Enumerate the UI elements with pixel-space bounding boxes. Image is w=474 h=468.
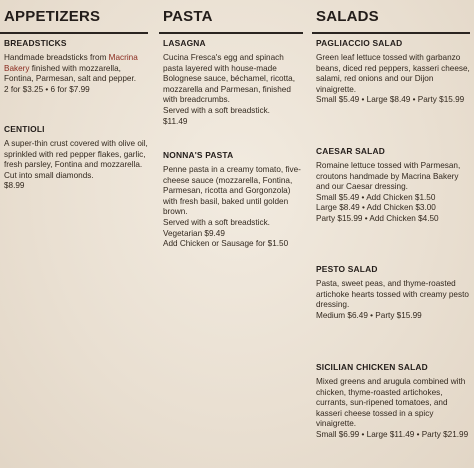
- item-name: PESTO SALAD: [316, 264, 378, 274]
- item-description: Pasta, sweet peas, and thyme-roasted artichoke hearts tossed with creamy pesto dressing.: [316, 279, 469, 310]
- item-name: SICILIAN CHICKEN SALAD: [316, 362, 428, 372]
- menu-item-pesto-salad: [312, 264, 474, 321]
- macrina-bakery-link[interactable]: Macrina Bakery: [4, 53, 138, 73]
- salads-column: [312, 0, 474, 468]
- item-price: $11.49: [163, 116, 188, 126]
- item-description: Green leaf lettuce tossed with garbanzo beans, diced red peppers, kasseri cheese, salami, red onions and our Dijon vinaigrette.: [316, 53, 470, 94]
- item-serving-note: Served with a soft breadstick.: [163, 105, 270, 115]
- menu-item-centioli: [0, 124, 152, 192]
- item-description: Romaine lettuce tossed with Parmesan, croutons handmade by Macrina Bakery and our Caesar dressing.: [316, 161, 461, 192]
- item-addon-price: Add Chicken or Sausage for $1.50: [163, 239, 289, 249]
- menu-item-sicilian-chicken-salad: [312, 362, 474, 441]
- item-name: PAGLIACCIO SALAD: [316, 38, 403, 48]
- item-serving-note: Served with a soft breadstick.: [163, 217, 270, 227]
- pasta-column: [159, 0, 307, 468]
- item-price: $8.99: [4, 181, 25, 191]
- menu-item-breadsticks: [0, 38, 152, 95]
- item-name: BREADSTICKS: [4, 38, 67, 48]
- item-price: Small $5.49 • Add Chicken $1.50: [316, 192, 436, 202]
- salads-heading: SALADS: [312, 0, 470, 34]
- menu-item-lasagna: [159, 38, 307, 127]
- menu-item-nonnas-pasta: [159, 150, 307, 250]
- pasta-heading: PASTA: [159, 0, 303, 34]
- item-name: NONNA'S PASTA: [163, 150, 234, 160]
- item-price: Large $8.49 • Add Chicken $3.00: [316, 203, 436, 213]
- item-description: [4, 53, 148, 85]
- item-description: Mixed greens and arugula combined with chicken, thyme-roasted artichokes, currants, sun-ripened tomatoes, and kasseri cheese tossed in a spicy vinaigrette.: [316, 377, 466, 429]
- description-text: finished with mozzarella, Fontina, Parmesan, salt and pepper.: [4, 63, 136, 84]
- appetizers-column: [0, 0, 152, 468]
- item-description: A super-thin crust covered with olive oil, sprinkled with red pepper flakes, garlic, fresh parsley, Fontina and mozzarella. Cut into small diamonds.: [4, 139, 148, 180]
- menu-item-pagliaccio-salad: [312, 38, 474, 106]
- item-price: Party $15.99 • Add Chicken $4.50: [316, 213, 439, 223]
- item-price: Vegetarian $9.49: [163, 228, 225, 238]
- menu-item-caesar-salad: [312, 146, 474, 225]
- item-description: Cucina Fresca's egg and spinach pasta layered with house-made Bolognese sauce, béchamel, ricotta, mozzarella and Parmesan, finished with breadcrumbs.: [163, 53, 295, 105]
- item-name: LASAGNA: [163, 38, 206, 48]
- description-text: Handmade breadsticks from: [4, 53, 109, 62]
- item-price: Small $6.99 • Large $11.49 • Party $21.99: [316, 429, 469, 439]
- item-description: Penne pasta in a creamy tomato, five-cheese sauce (mozzarella, Fontina, Parmesan, ricotta and Gorgonzola) with fresh basil, baked until golden brown.: [163, 165, 301, 217]
- appetizers-heading: APPETIZERS: [0, 0, 148, 34]
- item-price: 2 for $3.25 • 6 for $7.99: [4, 84, 90, 94]
- item-name: CENTIOLI: [4, 124, 45, 134]
- item-price: Medium $6.49 • Party $15.99: [316, 310, 422, 320]
- item-name: CAESAR SALAD: [316, 146, 385, 156]
- item-price: Small $5.49 • Large $8.49 • Party $15.99: [316, 95, 465, 105]
